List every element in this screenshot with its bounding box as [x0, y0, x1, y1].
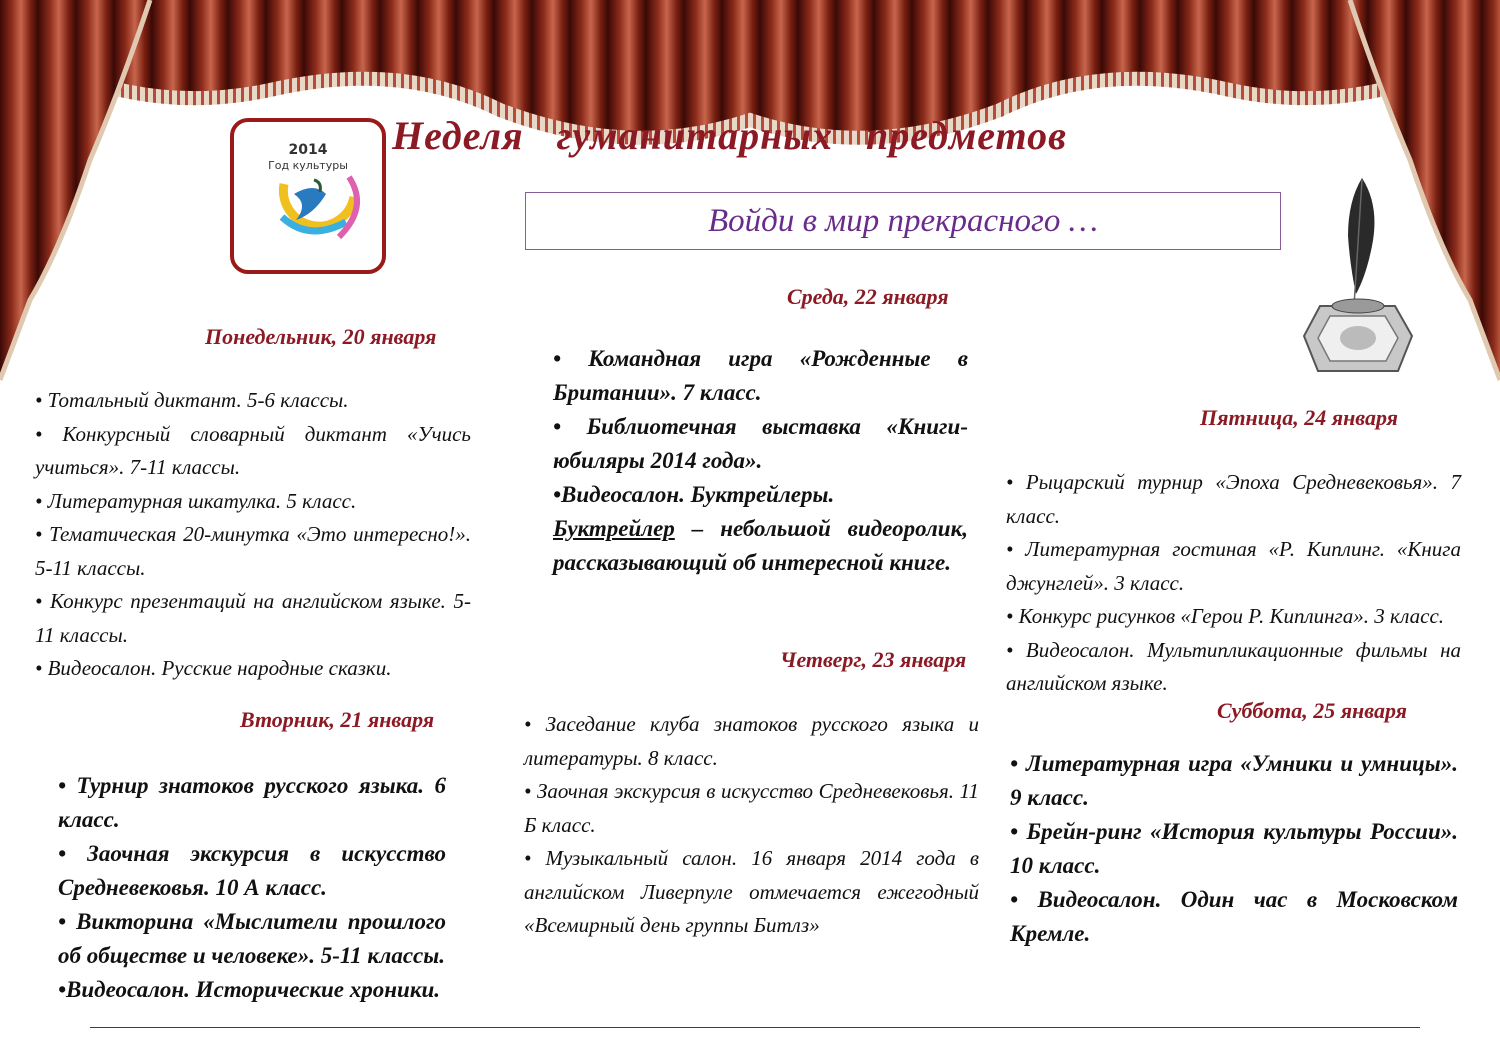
day-heading-monday: Понедельник, 20 января	[205, 324, 437, 349]
list-item: • Заочная экскурсия в искусство Средневековья. 10 А класс.	[58, 841, 446, 900]
day-heading-thursday: Четверг, 23 января	[780, 647, 967, 672]
list-item: • Тематическая 20-минутка «Это интересно!». 5-11 классы.	[35, 522, 471, 580]
day-heading-friday: Пятница, 24 января	[1200, 405, 1399, 430]
subtitle: Войди в мир прекрасного …	[707, 203, 1099, 239]
day-heading-wednesday: Среда, 22 января	[787, 284, 949, 309]
thursday-activities	[524, 708, 979, 943]
day-heading-tuesday: Вторник, 21 января	[240, 707, 435, 732]
list-item: • Библиотечная выставка «Книги-юбиляры 2014 года».	[553, 414, 968, 473]
list-item: • Музыкальный салон. 16 января 2014 года в английском Ливерпуле отмечается ежегодный «Всемирный день группы Битлз»	[524, 846, 979, 937]
list-item: •Видеосалон. Исторические хроники.	[58, 977, 441, 1002]
booktrailer-term: Буктрейлер	[553, 516, 675, 541]
wednesday-activities	[553, 342, 968, 580]
list-item: • Турнир знатоков русского языка. 6 класс.	[58, 773, 446, 832]
tuesday-activities	[58, 769, 446, 1007]
monday-activities	[35, 384, 471, 686]
list-item: • Конкурсный словарный диктант «Учись учиться». 7-11 классы.	[35, 421, 471, 479]
logo-year: 2014	[288, 142, 328, 158]
list-item: • Видеосалон. Русские народные сказки.	[35, 656, 392, 680]
inkwell-quill-icon	[1300, 176, 1415, 376]
footer-divider	[90, 1027, 1420, 1028]
list-item: • Рыцарский турнир «Эпоха Средневековья». 7 класс.	[1006, 470, 1461, 528]
saturday-activities	[1010, 747, 1458, 951]
list-item: • Командная игра «Рожденные в Британии». 7 класс.	[553, 346, 968, 405]
list-item: • Заседание клуба знатоков русского языка и литературы. 8 класс.	[524, 712, 979, 770]
list-item: • Литературная шкатулка. 5 класс.	[35, 488, 357, 513]
list-item: • Конкурс рисунков «Герои Р. Киплинга». 3 класс.	[1006, 604, 1445, 628]
list-item: • Видеосалон. Мультипликационные фильмы на английском языке.	[1006, 637, 1461, 695]
list-item: • Брейн-ринг «История культуры России». 10 класс.	[1010, 819, 1458, 878]
list-item: •Видеосалон. Буктрейлеры.	[553, 482, 835, 507]
booktrailer-definition: – небольшой видеоролик, рассказывающий об интересной книге.	[553, 516, 968, 575]
logo-text: Год культуры	[268, 159, 348, 172]
friday-activities	[1006, 466, 1461, 701]
list-item: • Конкурс презентаций на английском языке. 5-11 классы.	[35, 589, 471, 647]
list-item: • Викторина «Мыслители прошлого об обществе и человеке». 5-11 классы.	[58, 909, 446, 968]
subtitle-box	[525, 192, 1281, 250]
list-item: • Заочная экскурсия в искусство Средневековья. 11 Б класс.	[524, 779, 979, 837]
list-item: • Видеосалон. Один час в Московском Кремле.	[1010, 887, 1458, 946]
day-heading-saturday: Суббота, 25 января	[1217, 698, 1407, 723]
list-item: • Литературная игра «Умники и умницы». 9 класс.	[1010, 751, 1458, 810]
list-item: • Тотальный диктант. 5-6 классы.	[35, 388, 349, 412]
list-item: • Литературная гостиная «Р. Киплинг. «Книга джунглей». 3 класс.	[1006, 537, 1461, 595]
booktrailer-note	[553, 512, 968, 580]
year-of-culture-logo	[230, 118, 386, 274]
page-title: Неделя гуманитарных предметов	[392, 113, 1067, 158]
swan-emblem-icon	[234, 122, 382, 270]
